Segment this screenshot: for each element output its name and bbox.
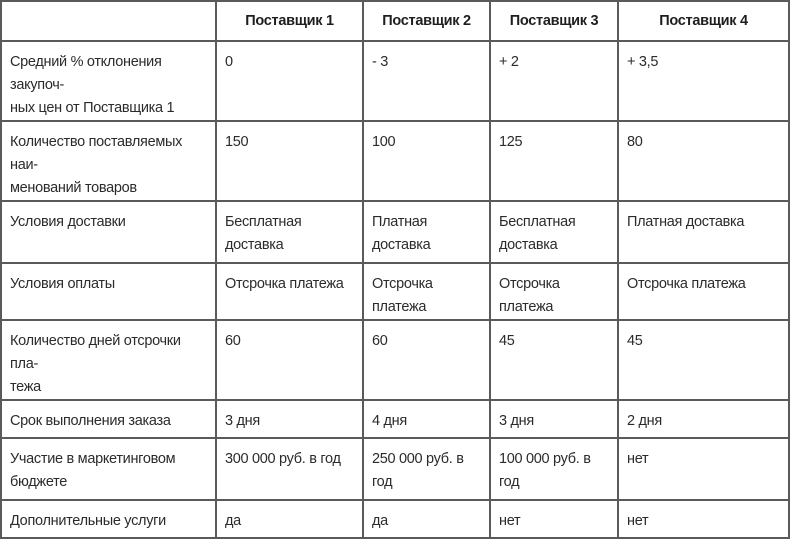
- cell-value: + 2: [490, 41, 618, 121]
- cell-value: нет: [618, 500, 789, 538]
- cell-value: Отсрочка платежа: [618, 263, 789, 320]
- label-line: Количество дней отсрочки пла-: [10, 333, 181, 372]
- cell-value: да: [216, 500, 363, 538]
- row-label: [1, 201, 216, 263]
- cell-value: 0: [216, 41, 363, 121]
- cell-value: 150: [216, 121, 363, 201]
- header-supplier-1: Поставщик 1: [216, 1, 363, 41]
- header-row: [1, 1, 789, 41]
- cell-value: Отсрочка платежа: [490, 263, 618, 320]
- table-row-marketing-budget: [1, 438, 789, 500]
- label-line: ных цен от Поставщика 1: [10, 100, 175, 116]
- header-supplier-2: Поставщик 2: [363, 1, 490, 41]
- header-supplier-3: Поставщик 3: [490, 1, 618, 41]
- table-row-lead-time: [1, 400, 789, 438]
- label-line: Условия доставки: [10, 214, 126, 230]
- header-supplier-4: Поставщик 4: [618, 1, 789, 41]
- row-label: [1, 320, 216, 400]
- cell-value: 3 дня: [490, 400, 618, 438]
- cell-value: Платная доставка: [363, 201, 490, 263]
- cell-value: да: [363, 500, 490, 538]
- label-line: менований товаров: [10, 180, 137, 196]
- table-row-price-deviation: [1, 41, 789, 121]
- cell-value: Отсрочка платежа: [363, 263, 490, 320]
- label-line: Средний % отклонения закупоч-: [10, 54, 162, 93]
- cell-value: 2 дня: [618, 400, 789, 438]
- table-row-additional-services: [1, 500, 789, 538]
- row-label: [1, 438, 216, 500]
- cell-value: 100: [363, 121, 490, 201]
- cell-value: 125: [490, 121, 618, 201]
- row-label: [1, 400, 216, 438]
- label-line: Количество поставляемых наи-: [10, 134, 183, 173]
- cell-value: Бесплатная доставка: [216, 201, 363, 263]
- row-label: [1, 41, 216, 121]
- cell-value: Отсрочка платежа: [216, 263, 363, 320]
- label-line: тежа: [10, 379, 41, 395]
- table-row-payment-terms: [1, 263, 789, 320]
- cell-value: нет: [490, 500, 618, 538]
- label-line: Дополнительные услуги: [10, 513, 166, 529]
- label-line: бюджете: [10, 474, 68, 490]
- cell-value: 3 дня: [216, 400, 363, 438]
- row-label: [1, 121, 216, 201]
- label-line: Условия оплаты: [10, 276, 115, 292]
- table-row-assortment: [1, 121, 789, 201]
- cell-value: 45: [618, 320, 789, 400]
- row-label: [1, 500, 216, 538]
- cell-value: 60: [216, 320, 363, 400]
- cell-value: 45: [490, 320, 618, 400]
- cell-value: 60: [363, 320, 490, 400]
- cell-value: нет: [618, 438, 789, 500]
- table-row-deferral-days: [1, 320, 789, 400]
- row-label: [1, 263, 216, 320]
- header-empty-cell: [1, 1, 216, 41]
- cell-value: 250 000 руб. в год: [363, 438, 490, 500]
- cell-value: Бесплатная доставка: [490, 201, 618, 263]
- cell-value: - 3: [363, 41, 490, 121]
- cell-value: + 3,5: [618, 41, 789, 121]
- label-line: Участие в маркетинговом: [10, 451, 176, 467]
- label-line: Срок выполнения заказа: [10, 413, 171, 429]
- cell-value: 100 000 руб. в год: [490, 438, 618, 500]
- cell-value: 4 дня: [363, 400, 490, 438]
- table-row-delivery-terms: [1, 201, 789, 263]
- cell-value: 80: [618, 121, 789, 201]
- cell-value: 300 000 руб. в год: [216, 438, 363, 500]
- cell-value: Платная доставка: [618, 201, 789, 263]
